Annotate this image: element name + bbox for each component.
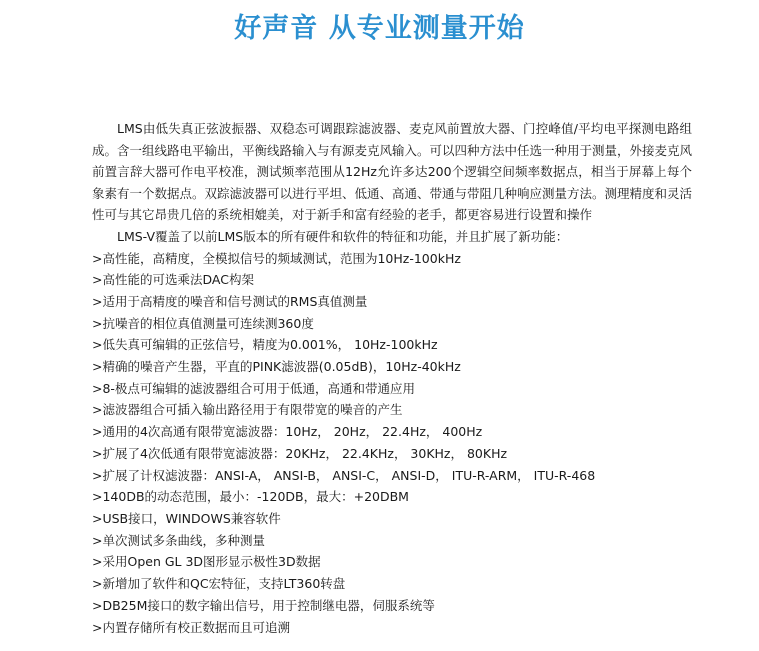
feature-item: >精确的噪音产生器，平直的PINK滤波器(0.05dB)，10Hz-40kHz: [92, 359, 461, 375]
feature-item: >高性能的可选乘法DAC构架: [92, 272, 254, 288]
feature-item: >140DB的动态范围，最小：-120DB，最大：+20DBM: [92, 489, 409, 505]
feature-item: >DB25M接口的数字输出信号，用于控制继电器，伺服系统等: [92, 597, 435, 613]
features-lead: LMS-V覆盖了以前LMS版本的所有硬件和软件的特征和功能，并且扩展了新功能：: [117, 228, 569, 244]
feature-item: >USB接口，WINDOWS兼容软件: [92, 511, 281, 526]
feature-item: >低失真可编辑的正弦信号，精度为0.001%， 10Hz-100kHz: [92, 337, 438, 353]
feature-item: >采用Open GL 3D图形显示极性3D数据: [92, 554, 321, 570]
product-description: [92, 118, 692, 638]
intro-paragraph: LMS由低失真正弦波振器、双稳态可调跟踪滤波器、麦克风前置放大器、门控峰值/平均电平探测电路组成。含一组线路电平输出，平衡线路输入与有源麦克风输入。可以四种方法中任选一种用于测量，外接麦克风前置言辞大器可作电平校准，测试频率范围从12Hz允许多达200个逻辑空间频率数据点，相当于屏幕上每个象素有一个数据点。双踪滤波器可以进行平坦、低通、高通、带通与带阻几种响应测量方法。测理精度和灵活性可与其它昂贵几倍的系统相媲美，对于新手和富有经验的老手，都更容易进行设置和操作: [92, 121, 693, 223]
feature-item: >内置存储所有校正数据而且可追溯: [92, 619, 290, 635]
feature-item: >适用于高精度的噪音和信号测试的RMS真值测量: [92, 293, 368, 309]
feature-item: >高性能，高精度，全模拟信号的频域测试，范围为10Hz-100kHz: [92, 250, 461, 266]
feature-item: >单次测试多条曲线，多种测量: [92, 532, 265, 548]
feature-item: >扩展了计权滤波器：ANSI-A， ANSI-B， ANSI-C， ANSI-D， ITU-R-ARM， ITU-R-468: [92, 467, 596, 483]
feature-item: >扩展了4次低通有限带宽滤波器：20KHz， 22.4KHz， 30KHz， 80KHz: [92, 445, 508, 461]
page-headline: 好声音 从专业测量开始: [234, 13, 525, 44]
feature-item: >滤波器组合可插入输出路径用于有限带宽的噪音的产生: [92, 402, 403, 418]
feature-list: [92, 248, 692, 639]
feature-item: >新增加了软件和QC宏特征，支持LT360转盘: [92, 576, 346, 592]
feature-item: >抗噪音的相位真值测量可连续测360度: [92, 315, 314, 331]
feature-item: >8-极点可编辑的滤波器组合可用于低通，高通和带通应用: [92, 380, 415, 396]
feature-item: >通用的4次高通有限带宽滤波器：10Hz， 20Hz， 22.4Hz， 400Hz: [92, 424, 483, 440]
